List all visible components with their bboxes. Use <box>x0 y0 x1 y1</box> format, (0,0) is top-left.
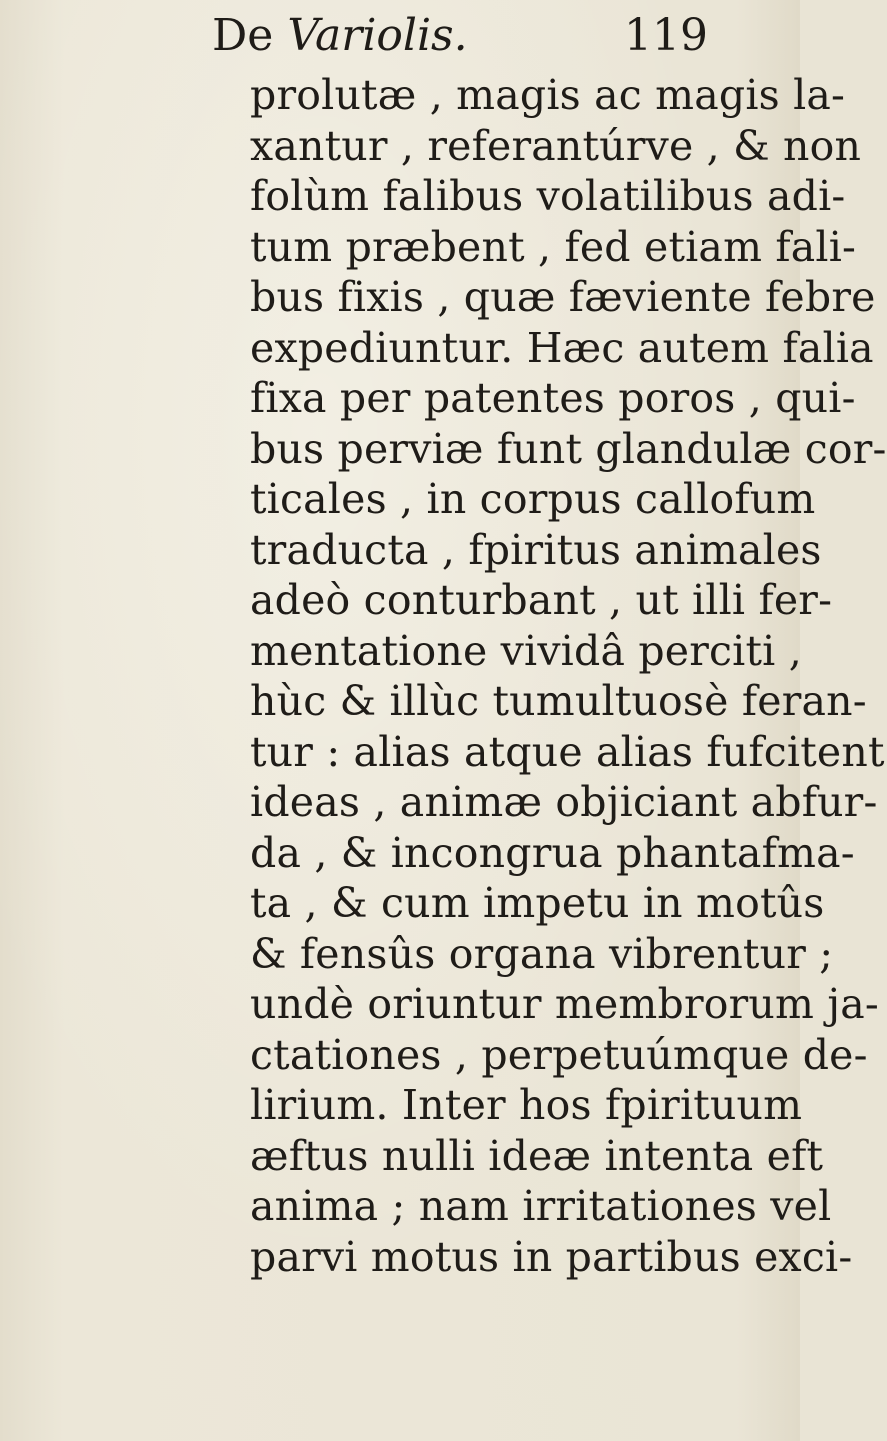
text-line: ctationes , perpetuúmque de- <box>250 1030 868 1079</box>
text-line: fixa per patentes poros , qui- <box>250 374 856 422</box>
text-line: da , & incongrua phantafma- <box>250 828 855 877</box>
page-header <box>212 6 732 66</box>
text-line: ideas , animæ objiciant abfur- <box>250 778 878 826</box>
text-line: parvi motus in partibus exci- <box>250 1232 853 1281</box>
text-line: æftus nulli ideæ intenta eft <box>250 1131 824 1180</box>
running-title-roman: De <box>212 10 288 61</box>
text-line: undè oriuntur membrorum ja- <box>250 980 879 1028</box>
text-line: expediuntur. Hæc autem falia <box>250 323 874 372</box>
text-line: folùm falibus volatilibus adi- <box>250 172 846 220</box>
text-line: ticales , in corpus callofum <box>250 475 816 523</box>
text-line: tur : alias atque alias fufcitent <box>250 727 885 776</box>
body-text <box>250 70 887 1282</box>
text-line: lirium. Inter hos fpirituum <box>250 1081 803 1129</box>
text-line: & fensûs organa vibrentur ; <box>250 929 834 978</box>
text-line: bus fixis , quæ fæviente febre <box>250 273 876 321</box>
text-line: mentatione vividâ perciti , <box>250 626 802 675</box>
text-line: hùc & illùc tumultuosè feran- <box>250 677 867 725</box>
running-title-italic: Variolis. <box>287 10 468 61</box>
text-line: ta , & cum impetu in motûs <box>250 879 825 927</box>
text-line: traducta , fpiritus animales <box>250 525 822 574</box>
page-number: 119 <box>624 10 708 61</box>
text-line: prolutæ , magis ac magis la- <box>250 71 846 119</box>
text-line: bus perviæ funt glandulæ cor- <box>250 424 887 473</box>
text-line: tum præbent , fed etiam fali- <box>250 222 857 271</box>
text-line: adeò conturbant , ut illi fer- <box>250 576 833 624</box>
text-line: anima ; nam irritationes vel <box>250 1182 832 1230</box>
text-line: xantur , referantúrve , & non <box>250 121 862 170</box>
running-title <box>212 6 468 66</box>
